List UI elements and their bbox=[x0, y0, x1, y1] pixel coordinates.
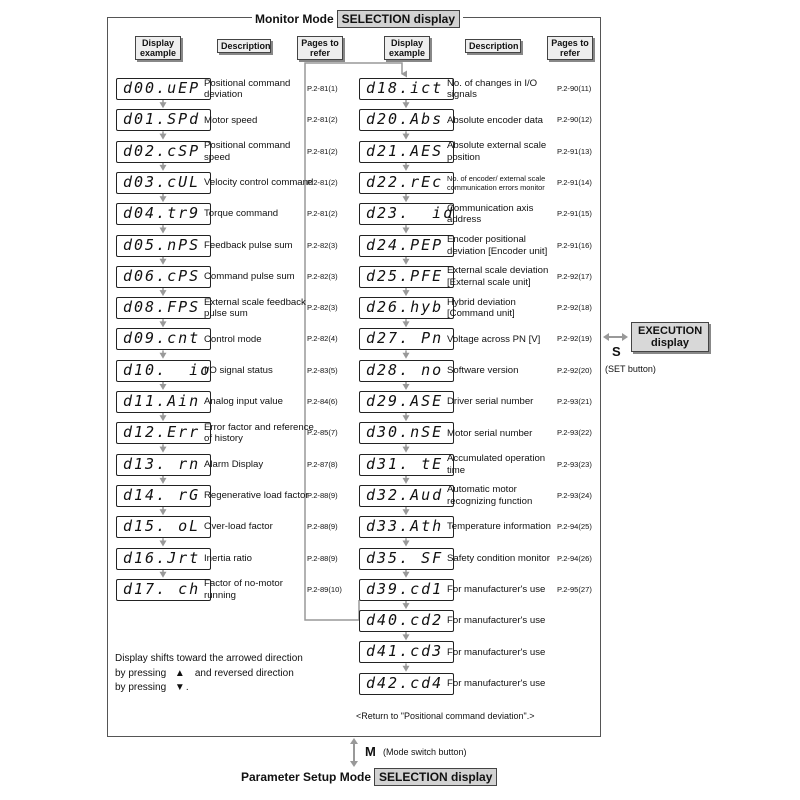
left-flow-arrow-10 bbox=[160, 415, 167, 421]
right-description-16: For manufacturer's use bbox=[447, 584, 546, 596]
right-flow-arrow-4 bbox=[403, 228, 410, 234]
left-description-11: Error factor and reference of history bbox=[204, 421, 314, 445]
left-description-5: Feedback pulse sum bbox=[204, 239, 293, 251]
right-display-18: d41.cd3 bbox=[359, 641, 454, 663]
note-line-2a: by pressing bbox=[115, 667, 167, 679]
right-page-ref-2: P.2-91(13) bbox=[557, 146, 592, 156]
title-mode-label: Monitor Mode bbox=[255, 12, 334, 26]
right-description-18: For manufacturer's use bbox=[447, 646, 546, 658]
right-display-15: d35. SF bbox=[359, 548, 454, 570]
right-display-5: d24.PEP bbox=[359, 235, 454, 257]
right-page-ref-4: P.2-91(15) bbox=[557, 209, 592, 219]
right-flow-arrow-16 bbox=[403, 603, 410, 609]
right-flow-arrow-15 bbox=[403, 572, 410, 578]
down-arrow-icon: ▼ bbox=[174, 682, 185, 693]
left-flow-arrow-8 bbox=[160, 353, 167, 359]
left-display-13: d14. rG bbox=[116, 485, 211, 507]
right-display-0: d18.ict bbox=[359, 78, 454, 100]
note-line-1: Display shifts toward the arrowed direction bbox=[115, 653, 303, 664]
left-flow-arrow-7 bbox=[160, 321, 167, 327]
left-page-ref-1: P.2-81(2) bbox=[307, 115, 338, 125]
shift-note bbox=[115, 652, 303, 696]
right-flow-arrow-3 bbox=[403, 196, 410, 202]
note-line-3b: . bbox=[185, 682, 189, 693]
left-description-15: Inertia ratio bbox=[204, 552, 252, 564]
right-flow-arrow-0 bbox=[403, 102, 410, 108]
right-page-ref-10: P.2-93(21) bbox=[557, 397, 592, 406]
left-page-ref-4: P.2-81(2) bbox=[307, 209, 338, 219]
left-display-6: d06.cPS bbox=[116, 266, 211, 288]
right-display-9: d28. no bbox=[359, 360, 454, 382]
right-page-ref-1: P.2-90(12) bbox=[557, 115, 592, 125]
left-description-14: Over-load factor bbox=[204, 521, 273, 533]
header-pages-right: Pages to refer bbox=[547, 36, 593, 60]
right-flow-arrow-1 bbox=[403, 134, 410, 140]
note-line-2 bbox=[115, 667, 303, 682]
left-description-12: Alarm Display bbox=[204, 458, 264, 470]
left-flow-arrow-15 bbox=[160, 572, 167, 578]
right-flow-arrow-7 bbox=[403, 321, 410, 327]
monitor-mode-title bbox=[252, 9, 463, 29]
right-flow-arrow-14 bbox=[403, 541, 410, 547]
left-display-4: d04.tr9 bbox=[116, 203, 211, 225]
right-description-19: For manufacturer's use bbox=[447, 677, 546, 689]
left-description-7: External scale feedback pulse sum bbox=[204, 296, 306, 320]
left-page-ref-13: P.2-88(9) bbox=[307, 490, 338, 500]
right-display-17: d40.cd2 bbox=[359, 610, 454, 632]
left-display-7: d08.FPS bbox=[116, 297, 211, 319]
left-page-ref-14: P.2-88(9) bbox=[307, 522, 338, 532]
right-page-ref-8: P.2-92(19) bbox=[557, 334, 592, 344]
right-description-4: Communication axis address bbox=[447, 202, 534, 226]
left-page-ref-5: P.2-82(3) bbox=[307, 240, 338, 250]
right-page-ref-12: P.2-93(23) bbox=[557, 459, 592, 469]
right-display-1: d20.Abs bbox=[359, 109, 454, 131]
left-page-ref-3: P.2-81(2) bbox=[307, 177, 338, 187]
right-display-6: d25.PFE bbox=[359, 266, 454, 288]
right-display-4: d23. id bbox=[359, 203, 454, 225]
left-page-ref-8: P.2-82(4) bbox=[307, 334, 338, 344]
left-description-4: Torque command bbox=[204, 208, 279, 220]
set-button-label: (SET button) bbox=[605, 364, 656, 374]
right-flow-arrow-6 bbox=[403, 290, 410, 296]
right-description-7: Hybrid deviation [Command unit] bbox=[447, 296, 516, 320]
right-description-10: Driver serial number bbox=[447, 396, 534, 408]
left-display-10: d11.Ain bbox=[116, 391, 211, 413]
left-description-9: I/O signal status bbox=[204, 364, 273, 376]
right-display-16: d39.cd1 bbox=[359, 579, 454, 601]
note-line-2b: and reversed direction bbox=[194, 667, 294, 679]
right-description-13: Automatic motor recognizing function bbox=[447, 484, 533, 507]
right-display-11: d30.nSE bbox=[359, 422, 454, 444]
right-description-6: External scale deviation [External scale unit] bbox=[447, 265, 549, 288]
right-description-3: No. of encoder/ external scale communication errors monitor bbox=[447, 173, 546, 192]
left-flow-arrow-1 bbox=[160, 134, 167, 140]
right-display-8: d27. Pn bbox=[359, 328, 454, 350]
right-flow-arrow-18 bbox=[403, 666, 410, 672]
left-description-6: Command pulse sum bbox=[204, 271, 295, 283]
right-flow-arrow-13 bbox=[403, 509, 410, 515]
right-description-2: Absolute external scale position bbox=[447, 140, 547, 163]
note-line-3a: by pressing bbox=[115, 682, 167, 693]
right-page-ref-15: P.2-94(26) bbox=[557, 553, 592, 563]
right-display-7: d26.hyb bbox=[359, 297, 454, 319]
left-display-15: d16.Jrt bbox=[116, 548, 211, 570]
right-description-9: Software version bbox=[447, 364, 519, 376]
left-flow-arrow-12 bbox=[160, 478, 167, 484]
title-selection-label: SELECTION display bbox=[337, 10, 460, 28]
bottom-selection-label: SELECTION display bbox=[374, 768, 497, 786]
right-flow-arrow-10 bbox=[403, 415, 410, 421]
right-description-5: Encoder positional deviation [Encoder unit] bbox=[447, 234, 548, 257]
left-display-16: d17. ch bbox=[116, 579, 211, 601]
right-display-10: d29.ASE bbox=[359, 391, 454, 413]
left-description-8: Control mode bbox=[204, 333, 262, 345]
return-note: <Return to "Positional command deviation".> bbox=[356, 711, 535, 721]
right-page-ref-16: P.2-95(27) bbox=[557, 584, 592, 594]
left-description-13: Regenerative load factor bbox=[204, 490, 309, 502]
right-flow-arrow-2 bbox=[403, 165, 410, 171]
right-description-11: Motor serial number bbox=[447, 427, 533, 439]
right-flow-arrow-8 bbox=[403, 353, 410, 359]
left-display-8: d09.cnt bbox=[116, 328, 211, 350]
left-flow-arrow-9 bbox=[160, 384, 167, 390]
right-page-ref-0: P.2-90(11) bbox=[557, 84, 592, 93]
left-page-ref-9: P.2-83(5) bbox=[307, 365, 338, 375]
parameter-setup-title bbox=[238, 767, 500, 787]
left-display-1: d01.SPd bbox=[116, 109, 211, 131]
left-description-2: Positional command speed bbox=[204, 140, 291, 163]
left-page-ref-6: P.2-82(3) bbox=[307, 271, 338, 281]
right-page-ref-11: P.2-93(22) bbox=[557, 428, 592, 438]
right-description-8: Voltage across PN [V] bbox=[447, 333, 541, 345]
left-flow-arrow-2 bbox=[160, 165, 167, 171]
right-flow-arrow-5 bbox=[403, 259, 410, 265]
note-line-3 bbox=[115, 681, 303, 696]
left-display-2: d02.cSP bbox=[116, 141, 211, 163]
bottom-mode-label: Parameter Setup Mode bbox=[241, 770, 372, 784]
left-display-5: d05.nPS bbox=[116, 235, 211, 257]
mode-key-label: M bbox=[365, 744, 376, 759]
left-description-10: Analog input value bbox=[204, 396, 283, 408]
left-page-ref-2: P.2-81(2) bbox=[307, 146, 338, 156]
left-flow-arrow-11 bbox=[160, 447, 167, 453]
right-display-14: d33.Ath bbox=[359, 516, 454, 538]
right-display-3: d22.rEc bbox=[359, 172, 454, 194]
mode-switch-label: (Mode switch button) bbox=[383, 747, 467, 757]
left-page-ref-12: P.2-87(8) bbox=[307, 459, 338, 469]
right-page-ref-14: P.2-94(25) bbox=[557, 522, 592, 532]
left-display-11: d12.Err bbox=[116, 422, 211, 444]
right-flow-arrow-11 bbox=[403, 447, 410, 453]
left-display-0: d00.uEP bbox=[116, 78, 211, 100]
left-display-12: d13. rn bbox=[116, 454, 211, 476]
right-display-13: d32.Aud bbox=[359, 485, 454, 507]
left-flow-arrow-13 bbox=[160, 509, 167, 515]
left-display-3: d03.cUL bbox=[116, 172, 211, 194]
right-description-17: For manufacturer's use bbox=[447, 615, 546, 627]
left-page-ref-7: P.2-82(3) bbox=[307, 303, 338, 313]
set-key-label: S bbox=[612, 344, 621, 359]
right-description-14: Temperature information bbox=[447, 521, 551, 533]
left-flow-arrow-4 bbox=[160, 228, 167, 234]
header-pages-left: Pages to refer bbox=[297, 36, 343, 60]
left-flow-arrow-0 bbox=[160, 102, 167, 108]
header-display-example-right: Display example bbox=[384, 36, 430, 60]
right-page-ref-5: P.2-91(16) bbox=[557, 240, 592, 250]
left-description-0: Positional command deviation bbox=[204, 77, 291, 100]
left-flow-arrow-6 bbox=[160, 290, 167, 296]
left-page-ref-16: P.2-89(10) bbox=[307, 584, 342, 594]
right-display-19: d42.cd4 bbox=[359, 673, 454, 695]
left-page-ref-0: P.2-81(1) bbox=[307, 84, 338, 93]
execution-display-box: EXECUTION display bbox=[631, 322, 709, 352]
left-description-1: Motor speed bbox=[204, 114, 258, 126]
right-page-ref-3: P.2-91(14) bbox=[557, 177, 592, 187]
right-flow-arrow-17 bbox=[403, 634, 410, 640]
header-description-right: Description bbox=[465, 39, 521, 53]
right-display-2: d21.AES bbox=[359, 141, 454, 163]
left-display-9: d10. io bbox=[116, 360, 211, 382]
right-description-1: Absolute encoder data bbox=[447, 114, 544, 126]
left-page-ref-11: P.2-85(7) bbox=[307, 428, 338, 438]
up-arrow-icon: ▲ bbox=[174, 667, 185, 679]
left-page-ref-10: P.2-84(6) bbox=[307, 397, 338, 406]
right-page-ref-13: P.2-93(24) bbox=[557, 490, 592, 500]
left-description-3: Velocity control command bbox=[204, 177, 314, 189]
left-flow-arrow-5 bbox=[160, 259, 167, 265]
left-display-14: d15. oL bbox=[116, 516, 211, 538]
right-page-ref-9: P.2-92(20) bbox=[557, 365, 592, 375]
left-flow-arrow-14 bbox=[160, 541, 167, 547]
right-description-15: Safety condition monitor bbox=[447, 552, 550, 564]
right-page-ref-6: P.2-92(17) bbox=[557, 271, 592, 281]
right-page-ref-7: P.2-92(18) bbox=[557, 303, 592, 313]
left-flow-arrow-3 bbox=[160, 196, 167, 202]
left-page-ref-15: P.2-88(9) bbox=[307, 553, 338, 563]
left-description-16: Factor of no-motor running bbox=[204, 578, 283, 601]
header-display-example-left: Display example bbox=[135, 36, 181, 60]
header-description-left: Description bbox=[217, 39, 271, 53]
right-description-0: No. of changes in I/O signals bbox=[447, 77, 538, 100]
right-display-12: d31. tE bbox=[359, 454, 454, 476]
right-flow-arrow-9 bbox=[403, 384, 410, 390]
right-flow-arrow-12 bbox=[403, 478, 410, 484]
right-description-12: Accumulated operation time bbox=[447, 453, 546, 476]
